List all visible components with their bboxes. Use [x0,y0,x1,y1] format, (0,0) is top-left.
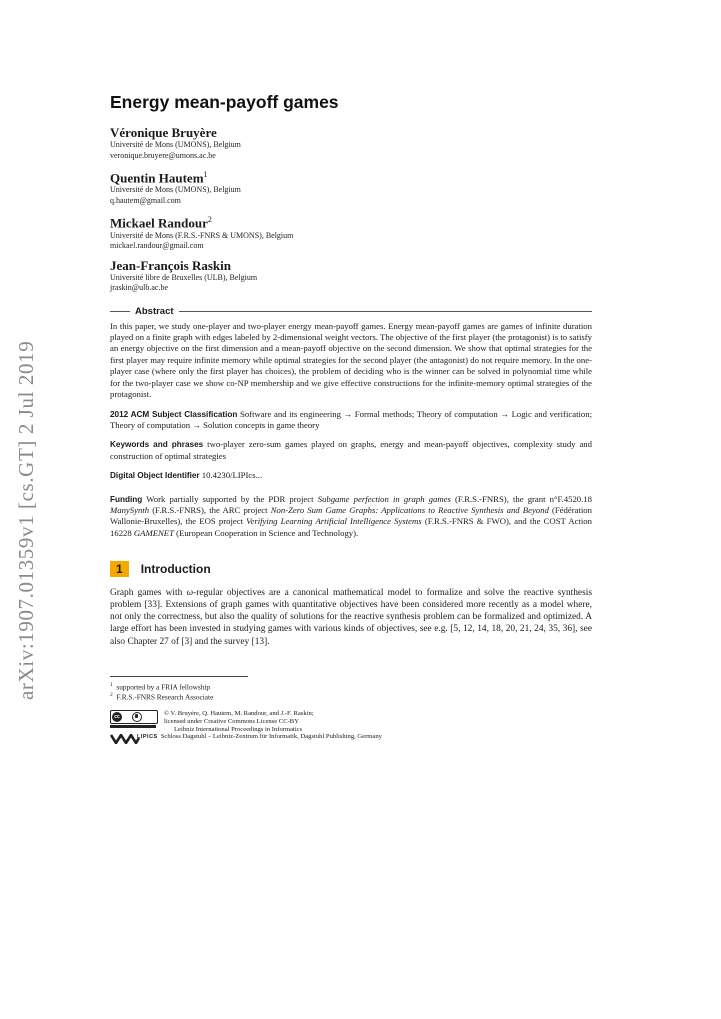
footnote-text: supported by a FRIA fellowship [116,682,211,692]
abstract-rule-left [110,311,130,312]
author-list [110,125,592,294]
footnote-mark: 1 [110,681,113,688]
license-series: Leibniz International Proceedings in Informatics [174,725,303,733]
footnote-marker[interactable]: 1 [203,170,208,179]
abstract-label: Abstract [135,305,174,317]
author-name: Quentin Hautem [110,170,204,186]
funding-label: Funding [110,494,143,504]
keywords [110,439,592,462]
keywords-text: two-player zero-sum games played on graphs, energy and mean-payoff objectives, complexity study and construction of optimal strategies [110,439,592,461]
section-heading [110,561,592,577]
funding-project-name: Verifying Learning Artificial Intelligence Systems [246,516,422,527]
author-block [110,212,592,251]
author-name: Jean-François Raskin [110,257,231,273]
funding-text-part: (Fédération Wallonie-Bruxelles), the EOS project [110,504,592,527]
author-affiliation: Université de Mons (UMONS), Belgium [110,185,241,195]
footnote-marker[interactable]: 2 [207,215,212,225]
omega-symbol: ω [186,588,194,599]
abstract-text: In this paper, we study one-player and two-player energy mean-payoff games. Energy mean-payoff games are games of infinite duration played on a finite graph with edges labeled by 2-dimensional weight vectors. The objective of the first player (the protagonist) is to satisfy an energy objective on the first dimension and a mean-payoff objective on the second dimension. We show that optimal strategies for the first player may require infinite memory while optimal strategies for the second player (the antagonist) do not require memory. In the one-player case (where only the first player has choices), the problem of deciding who is the winner can be solved in polynomial time while for the two-player case we show co-NP membership and we give effective constructions for the infinite-memory optimal strategies of the protagonist. [110,320,592,400]
funding-text [110,494,592,538]
arxiv-identifier-stamp: arXiv:1907.01359v1 [cs.GT] 2 Jul 2019 [14,340,38,700]
author-email[interactable]: jraskin@ulb.ac.be [110,283,169,293]
license-publisher-line [137,733,382,742]
acm-text: Software and its engineering → Formal methods; Theory of computation → Logic and verification; Theory of computation → Solution concepts in game theory [110,408,593,430]
lipics-logo-icon [110,734,140,744]
doi [110,470,592,481]
footnote-mark: 2 [110,692,113,699]
author-affiliation: Université libre de Bruxelles (ULB), Belgium [110,272,258,282]
author-email[interactable]: mickael.randour@gmail.com [110,241,204,251]
author-affiliation: Université de Mons (UMONS), Belgium [110,140,241,149]
license-text [137,710,382,744]
intro-text-part: -regular objectives are a canonical mathematical model to formalize and solve the reactive synthesis problem [33]. Extensions of graph games with quantitative objectives have been considered more recently as a model where, not only the correctness, but also the quality of solutions for the reactive synthesis problem can be formalized and optimized. A large effort has been invested in studying games with various kinds of objectives, see e.g. [5, 12, 14, 18, 20, 21, 24, 35, 36], see also Chapter 27 of [3] and the survey [13]. [110,588,592,647]
footnote [110,681,592,691]
introduction-paragraph [110,587,592,647]
author-email[interactable]: q.hautem@gmail.com [110,195,181,205]
funding-text-part: (F.R.S.-FNRS), the ARC project [149,504,271,515]
license-block [110,710,592,744]
intro-text-part: Graph games with [110,588,187,599]
section-number: 1 [110,561,129,577]
license-copyright: © V. Bruyère, Q. Hautem, M. Randour, and J.-F. Raskin; [164,710,314,718]
funding [110,494,592,540]
license-publisher: Schloss Dagstuhl – Leibniz-Zentrum für Informatik, Dagstuhl Publishing, Germany [160,733,382,741]
abstract-heading [110,306,592,317]
funding-project-name: GAMENET [133,527,174,538]
funding-text-part: (F.R.S.-FNRS & FWO), and the COST Action 16228 [110,516,592,538]
by-person-icon [132,712,142,722]
paper-page [110,92,592,744]
footnote-rule [110,676,248,677]
paper-title: Energy mean-payoff games [110,92,339,112]
acm-label: 2012 ACM Subject Classification [110,409,238,419]
lipics-wordmark: LIPICS [137,734,158,741]
cc-by-badge-icon[interactable] [110,710,158,724]
author-name: Véronique Bruyère [110,125,217,140]
funding-text-part: (European Cooperation in Science and Technology). [173,527,359,538]
funding-project-name: ManySynth [110,504,150,515]
section-title: Introduction [140,562,211,577]
cc-badge-bar [110,725,156,728]
doi-text[interactable]: 10.4230/LIPIcs... [201,470,263,481]
funding-text-part: Work partially supported by the PDR project [146,493,318,504]
author-block [110,125,592,161]
author-block [110,167,592,206]
doi-label: Digital Object Identifier [110,471,200,481]
author-block [110,258,592,294]
footnote-text: F.R.S.-FNRS Research Associate [116,692,214,702]
author-name: Mickael Randour [110,215,208,231]
license-cc-line[interactable]: licensed under Creative Commons License CC-BY [164,718,299,726]
funding-project-name: Non-Zero Sum Game Graphs: Applications to Reactive Synthesis and Beyond [270,504,549,515]
funding-project-name: Subgame perfection in graph games [317,493,451,504]
cc-icon: cc [112,712,122,722]
abstract-rule-right [179,311,592,312]
keywords-label: Keywords and phrases [110,440,204,450]
author-affiliation: Université de Mons (F.R.S.-FNRS & UMONS), Belgium [110,230,294,240]
footnote [110,691,592,701]
acm-classification [110,409,592,432]
author-email[interactable]: veronique.bruyere@umons.ac.be [110,150,216,160]
funding-text-part: (F.R.S.-FNRS), the grant n°F.4520.18 [450,493,593,504]
